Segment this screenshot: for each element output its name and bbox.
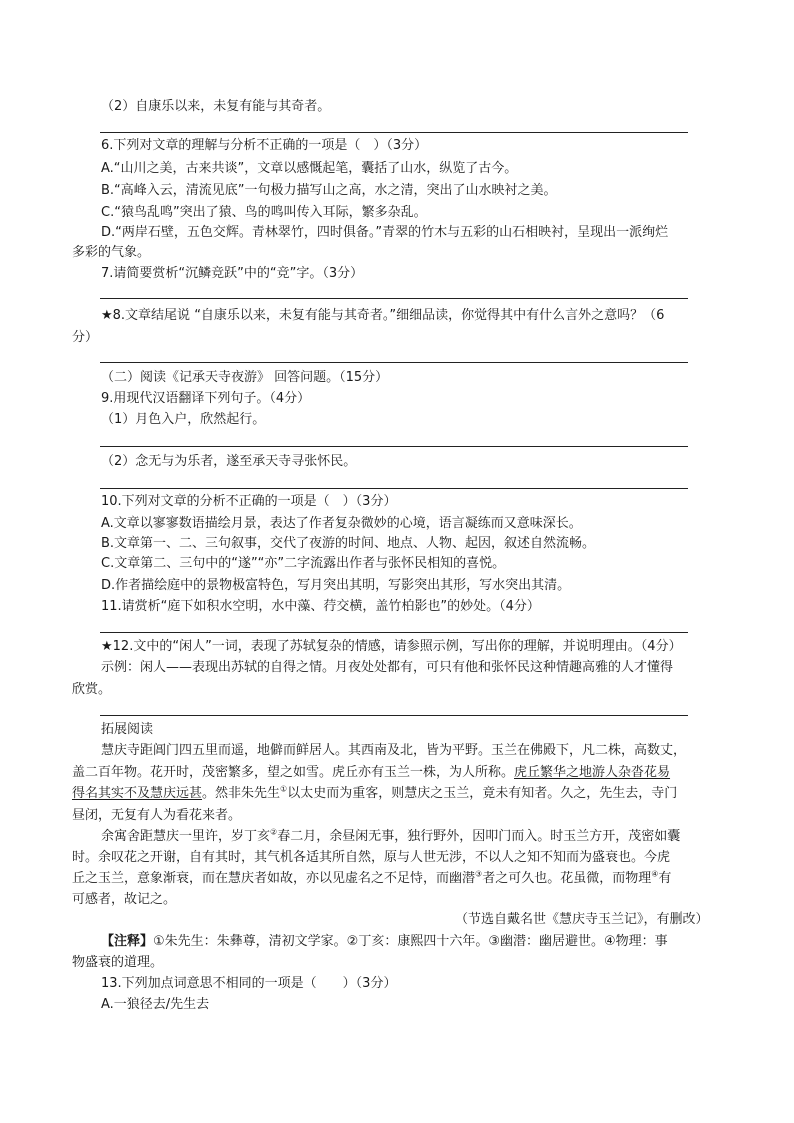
passage-p1-line3 [72, 784, 677, 804]
passage-text: 丘之玉兰，意象渐衰，而在慧庆者如故，亦以见虚名之不足恃，而幽潜 [72, 871, 476, 886]
extension-title: 拓展阅读 [101, 722, 154, 737]
answer-line [100, 632, 688, 633]
passage-p2-line2: 时。余叹花之开谢，自有其时，其气机各适其所自然，原与人世无涉，不以人之知不知而为盛衰也。今虎 [72, 850, 671, 865]
q6-stem: 6.下列对文章的理解与分析不正确的一项是（ ）（3分） [101, 138, 428, 153]
passage-text: 有 [658, 871, 672, 886]
answer-line [100, 298, 688, 299]
passage-text: 者之可久也。花虽微，而物理 [482, 871, 652, 886]
q7-stem: 7.请简要赏析“沉鳞竞跃”中的“竞”字。（3分） [101, 266, 364, 281]
q12-example-line2: 欣赏。 [72, 682, 112, 697]
q11-stem: 11.请赏析“庭下如积水空明，水中藻、荇交横，盖竹柏影也”的妙处。（4分） [101, 599, 540, 614]
q6-option-c: C.“猿鸟乱鸣”突出了猿、鸟的鸣叫传入耳际，繁多杂乱。 [101, 205, 427, 220]
q12-example-line1: 示例：闲人——表现出苏轼的自得之情。月夜处处都有，可只有他和张怀民这种情趣高雅的人才懂得 [101, 660, 674, 675]
answer-line [100, 132, 688, 133]
q10-option-c: C.文章第二、三句中的“遂”“亦”二字流露出作者与张怀民相知的喜悦。 [101, 556, 506, 571]
underlined-sentence: 得名其实不及慧庆远甚 [72, 786, 203, 801]
notes-label: 【注释】 [101, 934, 154, 949]
q10-option-d: D.作者描绘庭中的景物极富特色，写月突出其明，写影突出其形，写水突出其清。 [101, 578, 571, 593]
q5-part2: （2）自康乐以来，未复有能与其奇者。 [101, 99, 331, 114]
footnote-marker: ② [270, 827, 278, 837]
q6-option-b: B.“高峰入云，清流见底”一句极力描写山之高，水之清，突出了山水映衬之美。 [101, 183, 557, 198]
passage-text: 以太史而为重客，则慧庆之玉兰，竟未有知者。久之，先生去，寺门 [287, 786, 678, 801]
section2-title: （二）阅读《记承天寺夜游》 回答问题。（15分） [101, 370, 389, 385]
q6-option-a: A.“山川之美，古来共谈”，文章以感慨起笔，囊括了山水，纵览了古今。 [101, 161, 518, 176]
answer-line [100, 488, 688, 489]
q12-stem: ★12.文中的“闲人”一词，表现了苏轼复杂的情感，请参照示例，写出你的理解，并说明理由。（4分） [101, 639, 682, 654]
passage-text: 春二月，余昼闲无事，独行野外，因叩门而入。时玉兰方开，茂密如囊 [277, 829, 681, 844]
answer-line [100, 362, 688, 363]
q10-option-a: A.文章以寥寥数语描绘月景，表达了作者复杂微妙的心境，语言凝练而又意味深长。 [101, 516, 582, 531]
answer-line [100, 715, 688, 716]
passage-p2-line4: 可感者，故记之。 [72, 892, 177, 907]
passage-text: 盖二百年物。花开时，茂密繁多，望之如雪。虎丘亦有玉兰一株，为人所称。 [72, 765, 515, 780]
passage-p1-line1: 慧庆寺距阊门四五里而遥，地僻而鲜居人。其西南及北，皆为平野。玉兰在佛殿下，凡二株，高数丈， [101, 743, 687, 758]
q8-line1: ★8.文章结尾说 “自康乐以来，未复有能与其奇者。”细细品读，你觉得其中有什么言外之意吗？（6 [101, 308, 665, 323]
footnote-marker: ④ [651, 869, 659, 879]
passage-source: （节选自戴名世《慧庆寺玉兰记》，有删改） [455, 912, 709, 927]
passage-text: 余寓舍距慧庆一里许，岁丁亥 [101, 829, 271, 844]
footnote-marker: ① [280, 784, 288, 794]
q9-stem: 9.用现代汉语翻译下列句子。（4分） [101, 391, 311, 406]
notes-line2: 物盛衰的道理。 [72, 955, 164, 970]
passage-p1-line2 [72, 763, 670, 783]
q13-stem: 13.下列加点词意思不相同的一项是（ ）（3分） [101, 976, 397, 991]
passage-p2-line3 [72, 869, 671, 889]
q6-option-d: D.“两岸石壁，五色交辉。青林翠竹，四时俱备。”青翠的竹木与五彩的山石相映衬，呈现出一派绚烂 [101, 225, 669, 240]
q6-option-d-cont: 多彩的气象。 [72, 245, 151, 260]
q9-sentence-2: （2）念无与为乐者，遂至承天寺寻张怀民。 [101, 454, 357, 469]
answer-line [100, 446, 688, 447]
q10-option-b: B.文章第一、二、三句叙事，交代了夜游的时间、地点、人物、起因，叙述自然流畅。 [101, 536, 596, 551]
underlined-sentence: 虎丘繁华之地游人杂沓花易 [514, 765, 671, 780]
q8-line2: 分） [72, 330, 99, 345]
passage-text: 。然非朱先生 [202, 786, 281, 801]
notes-text: ①朱先生：朱彝尊，清初文学家。②丁亥：康熙四十六年。③幽潜：幽居避世。④物理：事 [153, 934, 668, 949]
q10-stem: 10.下列对文章的分析不正确的一项是（ ）（3分） [101, 494, 397, 509]
footnote-marker: ③ [475, 869, 483, 879]
passage-p1-line4: 昼闭，无复有人为看花来者。 [72, 808, 242, 823]
notes-line1 [101, 932, 668, 952]
q13-option-a: A.一狼径去/先生去 [101, 997, 210, 1012]
passage-p2-line1 [101, 827, 680, 847]
q9-sentence-1: （1）月色入户，欣然起行。 [101, 412, 266, 427]
